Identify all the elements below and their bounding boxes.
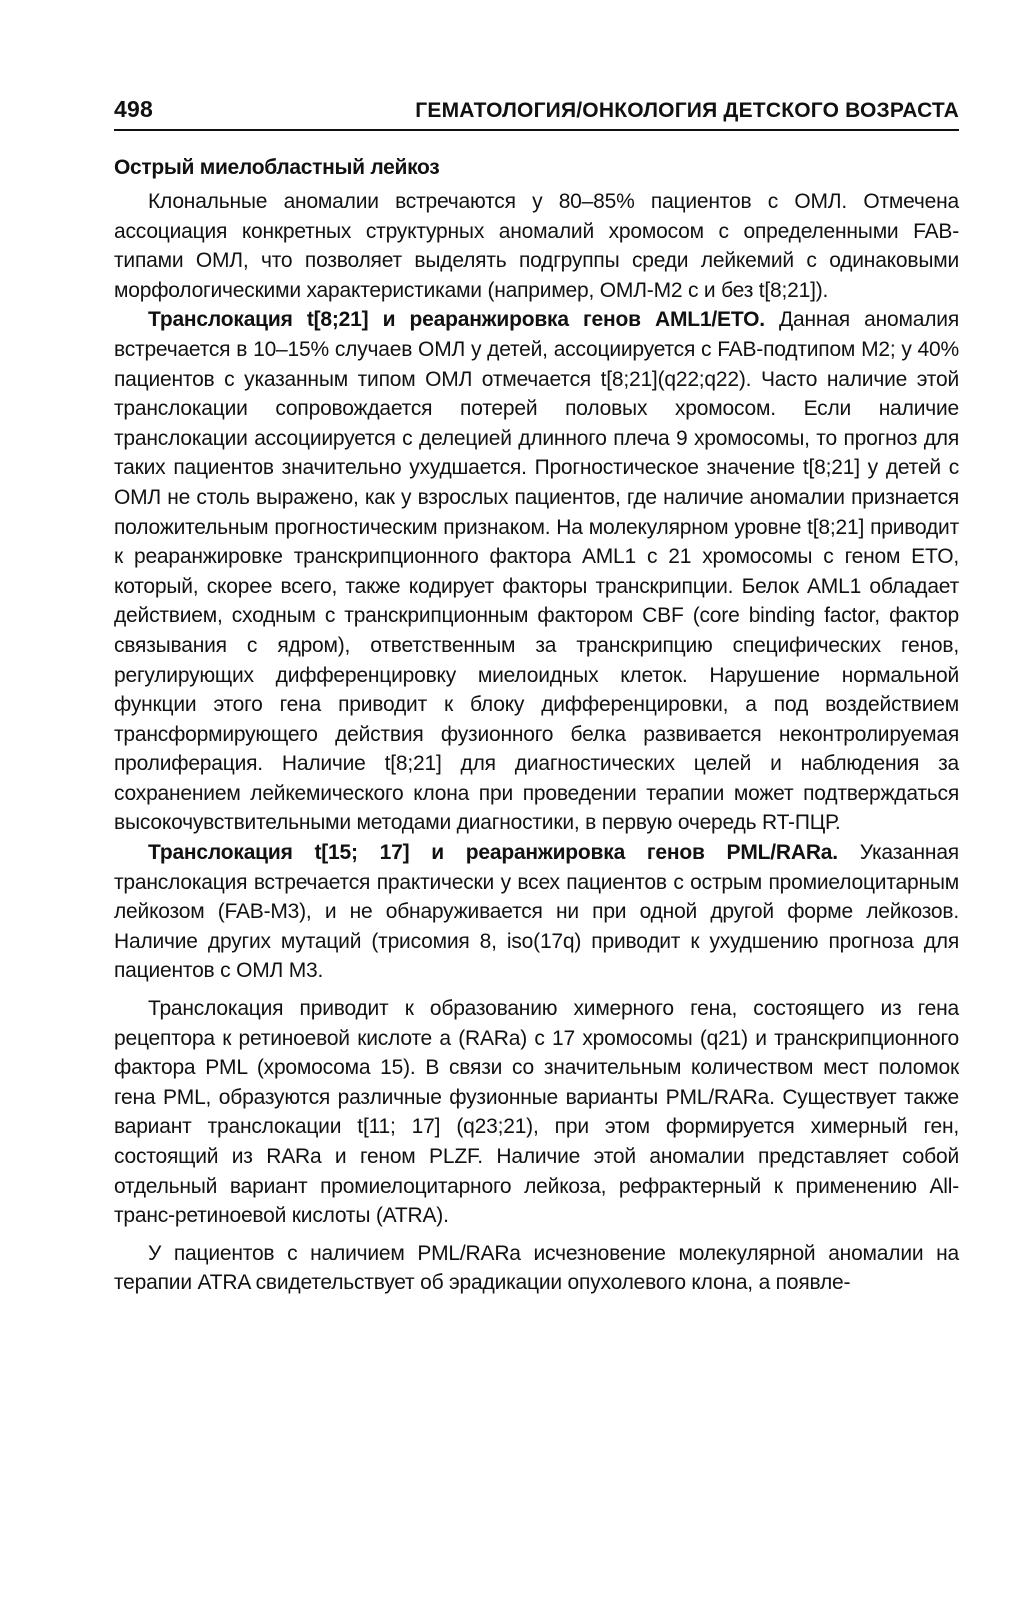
paragraph-text: Транслокация приводит к образованию химерного гена, состоящего из гена рецептора к ретиноевой кислоте a (RARa) с 17 хромосомы (q21) и транскрипционного фактора PML (хромосома 15). В связи со значительным количеством мест поломок гена PML, образуются различные фузионные варианты PML/RARa. Существует также вариант транслокации t[11; 17] (q23;21), при этом формируется химерный ген, состоящий из RARa и геном PLZF. Наличие этой аномалии представляет собой отдельный вариант промиелоцитарного лейкоза, рефрактерный к применению All-транс-ретиноевой кислоты (ATRA). bbox=[114, 997, 959, 1228]
running-title: ГЕМАТОЛОГИЯ/ОНКОЛОГИЯ ДЕТСКОГО ВОЗРАСТА bbox=[415, 99, 959, 122]
paragraph-text: Клональные аномалии встречаются у 80–85% пациентов с ОМЛ. Отмечена ассоциация конкретных структурных аномалий хромосом с определенными FAB-типами ОМЛ, что позволяет выделять подгруппы среди лейкемий с одинаковыми морфологическими характеристиками (например, ОМЛ-М2 с и без t[8;21]). bbox=[114, 190, 959, 302]
paragraph bbox=[114, 838, 959, 986]
paragraph bbox=[114, 994, 959, 1231]
paragraph bbox=[114, 1239, 959, 1298]
body-text bbox=[114, 187, 959, 1298]
paragraph-text: Указанная транслокация встречается практически у всех пациентов с острым промиелоцитарным лейкозом (FAB-M3), и не обнаруживается ни при одной другой форме лейкозов. Наличие других мутаций (трисомия 8, iso(17q) приводит к ухудшению прогноза для пациентов с ОМЛ М3. bbox=[114, 841, 959, 983]
paragraph-lead-heading: Транслокация t[8;21] и реаранжировка генов AML1/ETO. bbox=[148, 308, 765, 332]
section-heading: Острый миелобластный лейкоз bbox=[114, 156, 440, 179]
paragraph-lead-heading: Транслокация t[15; 17] и реаранжировка генов PML/RARa. bbox=[148, 841, 838, 865]
paragraph bbox=[114, 187, 959, 305]
book-page bbox=[114, 96, 959, 1298]
paragraph-text: У пациентов с наличием PML/RARa исчезновение молекулярной аномалии на терапии ATRA свидетельствует об эрадикации опухолевого клона, а появле- bbox=[114, 1241, 959, 1295]
page-number: 498 bbox=[114, 96, 153, 122]
paragraph-text: Данная аномалия встречается в 10–15% случаев ОМЛ у детей, ассоциируется с FAB-подтипом М2; у 40% пациентов с указанным типом ОМЛ отмечается t[8;21](q22;q22). Часто наличие этой транслокации сопровождается потерей половых хромосом. Если наличие транслокации ассоциируется с делецией длинного плеча 9 хромосомы, то прогноз для таких пациентов значительно ухудшается. Прогностическое значение t[8;21] у детей с ОМЛ не столь выражено, как у взрослых пациентов, где наличие аномалии признается положительным прогностическим признаком. На молекулярном уровне t[8;21] приводит к реаранжировке транскрипционного фактора AML1 с 21 хромосомы с геном ETO, который, скорее всего, также кодирует факторы транскрипции. Белок AML1 обладает действием, сходным с транскрипционным фактором CBF (core binding factor, фактор связывания с ядром), ответственным за транскрипцию специфических генов, регулирующих дифференцировку миелоидных клеток. Нарушение нормальной функции этого гена приводит к блоку дифференцировки, а под воздействием трансформирующего действия фузионного белка развивается неконтролируемая пролиферация. Наличие t[8;21] для диагностических целей и наблюдения за сохранением лейкемического клона при проведении терапии может подтверждаться высокочувствительными методами диагностики, в первую очередь RT-ПЦР. bbox=[114, 308, 959, 835]
running-header bbox=[114, 96, 959, 131]
paragraph bbox=[114, 305, 959, 838]
